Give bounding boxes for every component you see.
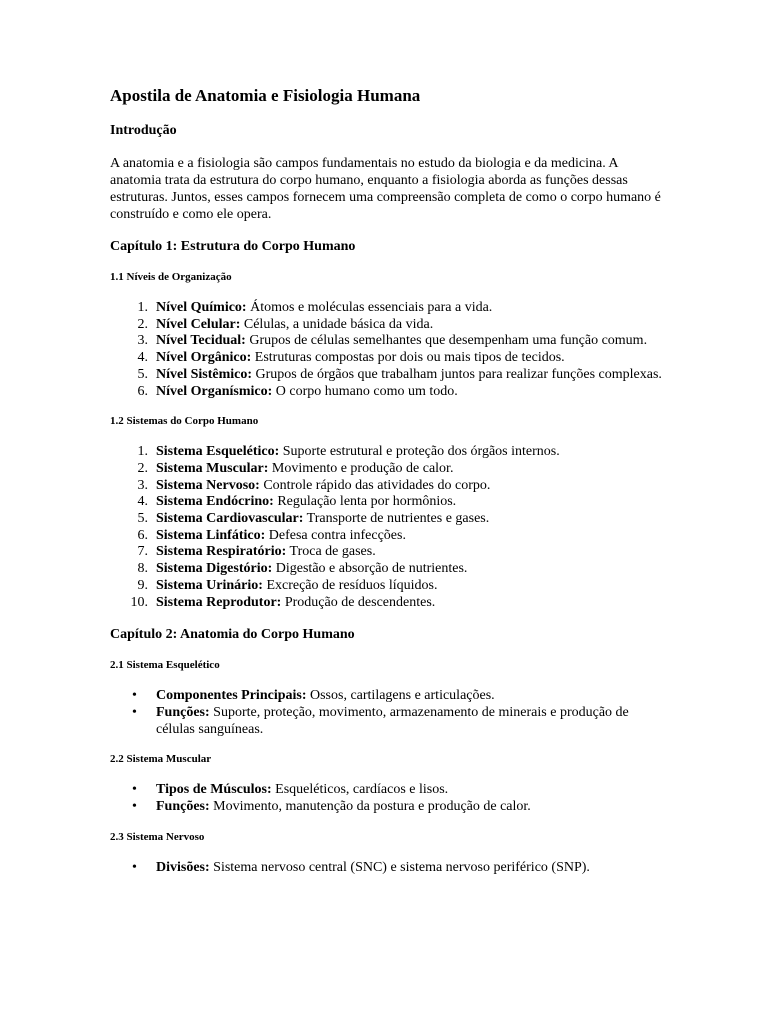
bullet-marker: • bbox=[132, 782, 137, 798]
list-item-term: Nível Tecidual: bbox=[156, 333, 246, 349]
intro-heading: Introdução bbox=[110, 123, 177, 138]
list-item bbox=[110, 860, 670, 877]
list-number: 4. bbox=[137, 494, 148, 510]
list-item bbox=[110, 461, 670, 478]
list-number: 10. bbox=[130, 594, 148, 610]
list-item bbox=[110, 595, 670, 612]
list-item bbox=[110, 782, 670, 799]
list-item bbox=[110, 688, 670, 705]
list-item-term: Divisões: bbox=[156, 859, 210, 875]
document-title: Apostila de Anatomia e Fisiologia Humana bbox=[110, 86, 421, 105]
bullet-marker: • bbox=[132, 799, 137, 815]
body-systems-list bbox=[110, 444, 670, 611]
list-item-description: Células, a unidade básica da vida. bbox=[240, 316, 434, 332]
list-item-term: Sistema Esquelético: bbox=[156, 444, 280, 460]
list-item bbox=[110, 350, 670, 367]
list-item-description: Regulação lenta por hormônios. bbox=[273, 494, 457, 510]
list-item-description: Sistema nervoso central (SNC) e sistema nervoso periférico (SNP). bbox=[209, 859, 590, 875]
list-item-term: Sistema Nervoso: bbox=[156, 477, 260, 493]
list-item-description: Estruturas compostas por dois ou mais tipos de tecidos. bbox=[251, 350, 565, 366]
list-item-term: Sistema Digestório: bbox=[156, 561, 273, 577]
section-1-2-heading: 1.2 Sistemas do Corpo Humano bbox=[110, 415, 259, 428]
list-item-description: Excreção de resíduos líquidos. bbox=[262, 577, 438, 593]
list-number: 5. bbox=[137, 366, 148, 382]
list-item-description: Controle rápido das atividades do corpo. bbox=[259, 477, 491, 493]
list-item-term: Nível Orgânico: bbox=[156, 350, 252, 366]
list-item-description: Movimento, manutenção da postura e produção de calor. bbox=[209, 799, 531, 815]
list-item-term: Funções: bbox=[156, 799, 210, 815]
list-number: 1. bbox=[137, 444, 148, 460]
list-item-term: Tipos de Músculos: bbox=[156, 782, 272, 798]
list-item-description: Movimento e produção de calor. bbox=[268, 460, 454, 476]
list-number: 6. bbox=[137, 527, 148, 543]
list-item-description: Ossos, cartilagens e articulações. bbox=[306, 688, 495, 704]
list-number: 8. bbox=[137, 561, 148, 577]
list-number: 7. bbox=[137, 544, 148, 560]
list-item-description: Grupos de órgãos que trabalham juntos para realizar funções complexas. bbox=[252, 366, 662, 382]
list-item-term: Sistema Endócrino: bbox=[156, 494, 274, 510]
list-item-description: Suporte, proteção, movimento, armazenamento de minerais e produção de células sanguíneas. bbox=[156, 704, 629, 737]
nervous-system-list bbox=[110, 860, 670, 877]
list-item-term: Sistema Linfático: bbox=[156, 527, 266, 543]
list-item bbox=[110, 705, 670, 738]
muscular-system-list bbox=[110, 782, 670, 815]
list-item-description: Troca de gases. bbox=[286, 544, 376, 560]
list-item-description: Grupos de células semelhantes que desempenham uma função comum. bbox=[245, 333, 648, 349]
list-item-description: Átomos e moléculas essenciais para a vida. bbox=[246, 300, 493, 315]
list-item bbox=[110, 333, 670, 350]
bullet-marker: • bbox=[132, 688, 137, 704]
list-item bbox=[110, 444, 670, 461]
list-number: 6. bbox=[137, 383, 148, 399]
list-item-term: Sistema Muscular: bbox=[156, 460, 269, 476]
document-content bbox=[110, 84, 670, 876]
list-item bbox=[110, 544, 670, 561]
list-item-term: Sistema Cardiovascular: bbox=[156, 511, 304, 527]
list-item bbox=[110, 367, 670, 384]
list-item bbox=[110, 384, 670, 401]
list-item-term: Componentes Principais: bbox=[156, 688, 307, 704]
list-item-term: Nível Organísmico: bbox=[156, 383, 273, 399]
section-2-1-heading: 2.1 Sistema Esquelético bbox=[110, 659, 220, 672]
skeletal-system-list bbox=[110, 688, 670, 738]
section-2-2-heading: 2.2 Sistema Muscular bbox=[110, 753, 212, 766]
section-2-3-heading: 2.3 Sistema Nervoso bbox=[110, 830, 205, 843]
list-item bbox=[110, 528, 670, 545]
bullet-marker: • bbox=[132, 704, 137, 720]
list-item bbox=[110, 494, 670, 511]
list-item bbox=[110, 578, 670, 595]
list-item-description: Produção de descendentes. bbox=[281, 594, 436, 610]
list-item-description: O corpo humano como um todo. bbox=[272, 383, 458, 399]
list-number: 3. bbox=[137, 477, 148, 493]
list-number: 1. bbox=[137, 300, 148, 315]
chapter-2-heading: Capítulo 2: Anatomia do Corpo Humano bbox=[110, 627, 355, 643]
list-item-description: Esqueléticos, cardíacos e lisos. bbox=[271, 782, 449, 798]
list-item bbox=[110, 561, 670, 578]
list-item-description: Defesa contra infecções. bbox=[265, 527, 406, 543]
list-item-term: Nível Químico: bbox=[156, 300, 247, 315]
list-item bbox=[110, 511, 670, 528]
list-number: 9. bbox=[137, 577, 148, 593]
list-item bbox=[110, 300, 670, 317]
intro-paragraph: A anatomia e a fisiologia são campos fundamentais no estudo da biologia e da medicina. A anatomia trata da estrutura do corpo humano, enquanto a fisiologia aborda as funções dessas estruturas. Juntos, esses campos fornecem uma compreensão completa de como o corpo humano é construído e como ele opera. bbox=[110, 156, 661, 222]
list-item-term: Funções: bbox=[156, 704, 210, 720]
list-item bbox=[110, 478, 670, 495]
list-number: 5. bbox=[137, 511, 148, 527]
list-number: 4. bbox=[137, 350, 148, 366]
list-number: 2. bbox=[137, 316, 148, 332]
list-item bbox=[110, 799, 670, 816]
list-number: 2. bbox=[137, 460, 148, 476]
list-item-description: Suporte estrutural e proteção dos órgãos internos. bbox=[279, 444, 560, 460]
section-1-1-heading: 1.1 Níveis de Organização bbox=[110, 271, 232, 283]
list-item-term: Sistema Respiratório: bbox=[156, 544, 287, 560]
list-item-term: Nível Sistêmico: bbox=[156, 366, 253, 382]
list-item-term: Sistema Urinário: bbox=[156, 577, 263, 593]
list-number: 3. bbox=[137, 333, 148, 349]
list-item bbox=[110, 317, 670, 334]
list-item-description: Transporte de nutrientes e gases. bbox=[303, 511, 490, 527]
list-item-description: Digestão e absorção de nutrientes. bbox=[272, 561, 468, 577]
bullet-marker: • bbox=[132, 859, 137, 875]
organization-levels-list bbox=[110, 300, 670, 400]
list-item-term: Sistema Reprodutor: bbox=[156, 594, 282, 610]
list-item-term: Nível Celular: bbox=[156, 316, 241, 332]
chapter-1-heading: Capítulo 1: Estrutura do Corpo Humano bbox=[110, 239, 356, 254]
